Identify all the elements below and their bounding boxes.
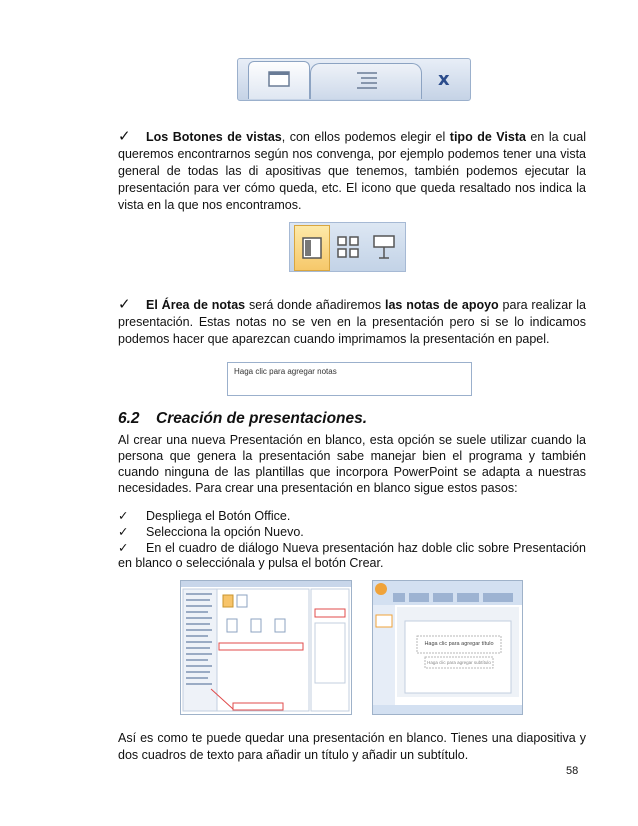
outline-icon	[311, 64, 421, 98]
notes-area-paragraph	[118, 296, 586, 348]
dialog-illustration	[181, 581, 351, 714]
support-notes-term: las notas de apoyo	[384, 298, 499, 312]
list-item	[118, 540, 586, 571]
list-item	[118, 524, 586, 540]
new-presentation-dialog-screenshot	[180, 580, 352, 715]
powerpoint-window-illustration	[373, 581, 522, 714]
step-text: Despliega el Botón Office.	[146, 509, 291, 523]
slide-sorter-view-button[interactable]	[331, 225, 365, 269]
outline-tab[interactable]	[310, 63, 422, 99]
section-title: Creación de presentaciones.	[156, 410, 368, 427]
text-fragment: , con ellos podemos elegir el	[281, 130, 450, 144]
section-number: 6.2	[118, 410, 140, 427]
subtitle-placeholder[interactable]: Haga clic para agregar subtítulo	[427, 660, 491, 665]
check-icon: ✓	[118, 540, 129, 555]
intro-paragraph: Al crear una nueva Presentación en blanco, esta opción se suele utilizar cuando la persona que genera la presentación sabe manejar bien el programa y también cuando ninguna de las plantillas que incorpora PowerPoint se adapta a nuestras necesidades. Para crear una presentación en blanco sigue estos pasos:	[118, 433, 586, 495]
close-icon[interactable]: x	[438, 69, 450, 90]
slides-tab[interactable]	[248, 61, 310, 99]
step-text: Selecciona la opción Nuevo.	[146, 525, 304, 539]
notes-placeholder: Haga clic para agregar notas	[234, 367, 337, 376]
notes-area-image[interactable]	[227, 362, 472, 396]
check-icon: ✓	[118, 295, 131, 313]
slide-show-view-button[interactable]	[367, 225, 401, 269]
section-heading	[118, 410, 367, 428]
blank-presentation-screenshot	[372, 580, 523, 715]
list-item	[118, 508, 586, 524]
views-buttons-paragraph	[118, 128, 586, 214]
check-icon: ✓	[118, 127, 131, 145]
check-icon: ✓	[118, 508, 129, 523]
slide-sorter-icon	[336, 235, 360, 259]
slide-show-icon	[372, 234, 396, 260]
views-buttons-title: Los Botones de vistas	[146, 130, 282, 144]
closing-paragraph: Así es como te puede quedar una presentación en blanco. Tienes una diapositiva y dos cuadros de texto para añadir un título y añadir un subtítulo.	[118, 731, 586, 762]
step-text: En el cuadro de diálogo Nueva presentación haz doble clic sobre Presentación en blanco o selecciónala y pulsa el botón Crear.	[118, 541, 586, 570]
text-fragment: para realizar la presentación. Estas notas no se ven en la presentación pero si se lo indicamos podemos hacer que aparezcan cuando imprimamos la presentación en papel.	[118, 298, 586, 346]
notes-area-title: El Área de notas	[146, 298, 246, 312]
title-placeholder[interactable]: Haga clic para agregar título	[424, 641, 494, 647]
normal-view-button[interactable]	[294, 225, 330, 271]
text-fragment: será donde añadiremos	[245, 298, 385, 312]
slides-outline-tabs-image	[237, 58, 471, 101]
text-fragment: en la cual queremos encontrarnos según nos convenga, por ejemplo podemos tener una vista general de todas las di apositivas que tenemos, también podemos ejecutar la presentación para ver cómo queda, etc. El icono que queda resaltado nos indica la vista en la que nos encontramos.	[118, 130, 586, 212]
steps-list	[118, 508, 586, 571]
page-number: 58	[566, 765, 579, 777]
view-type-term: tipo de Vista	[449, 130, 526, 144]
view-buttons-image	[289, 222, 406, 272]
slide-icon	[249, 62, 309, 98]
normal-view-icon	[301, 236, 323, 260]
check-icon: ✓	[118, 524, 129, 539]
